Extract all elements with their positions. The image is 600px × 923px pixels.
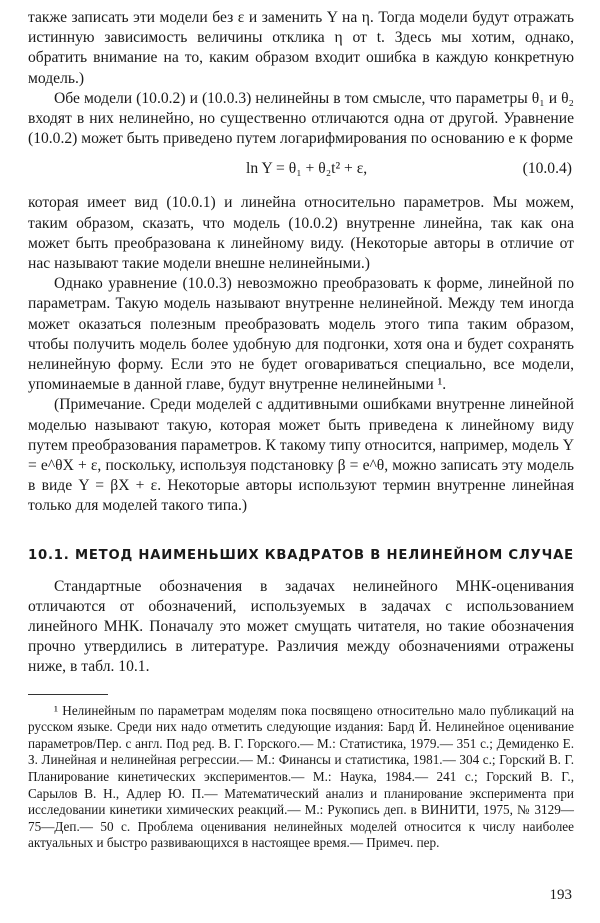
paragraph-4: Однако уравнение (10.0.3) невозможно преобразовать к форме, линейной по параметрам. Такую модель называют внутренне нелинейной. Между тем иногда может оказаться полезным преобразовать модель этого типа таким образом, чтобы получить модель более удобную для подгонки, хотя она и будет сохранять нелинейную форму. Если это не будет оговариваться специально, все модели, упоминаемые в данной главе, будут внутренне нелинейными ¹. [28,275,574,394]
paragraph-2: Обе модели (10.0.2) и (10.0.3) нелинейны в том смысле, что параметры θ₁ и θ₂ входят в них нелинейно, но существенно отличаются одна от другой. Уравнение (10.0.2) может быть приведено путем логарифмирования по основанию e к форме [28,89,574,148]
book-page [28,8,574,852]
paragraph-5: Стандартные обозначения в задачах нелинейного МНК-оценивания отличаются от обозначений, используемых в задачах с использованием линейного МНК. Поначалу это может смущать читателя, но такие обозначения прочно утвердились в литературе. Различия между обозначениями отражены ниже, в табл. 10.1. [28,577,574,676]
paragraph-note: (Примечание. Среди моделей с аддитивными ошибками внутренне линейной моделью называют такую, которая может быть приведена к линейному виду путем преобразования параметров. К такому типу относится, например, модель Y = e^θX + ε, поскольку, используя подстановку β = e^θ, можно записать эту модель в виде Y = βX + ε. Некоторые авторы используют термин внутренне линейная только для моделей такого типа.) [28,396,574,515]
equation-formula: ln Y = θ₁ + θ₂t² + ε, [246,160,368,178]
equation-row [28,155,574,185]
page-number: 193 [549,887,572,903]
footnote: ¹ Нелинейным по параметрам моделям пока посвящено относительно мало публикаций на русском языке. Среди них надо отметить следующие издания: Бард Й. Нелинейное оценивание параметров/Пер. с англ. Под ред. В. Г. Горского.— М.: Статистика, 1979.— 351 с.; Демиденко Е. З. Линейная и нелинейная регрессии.— М.: Финансы и статистика, 1981.— 304 с.; Горский В. Г. Планирование кинетических экспериментов.— М.: Наука, 1984.— 241 с.; Горский В. Г., Сарылов В. Н., Адлер Ю. П.— Математический анализ и планирование эксперимента при исследовании кинетики химических реакций.— М.: Рукопись деп. в ВИНИТИ, 1975, № 3129—75—Деп.— 50 с. Проблема оценивания нелинейных моделей относится к числу наиболее актуальных и быстро развивающихся в настоящее время.— Примеч. пер. [28,702,574,851]
footnote-divider [28,694,108,695]
paragraph-1: также записать эти модели без ε и заменить Y на η. Тогда модели будут отражать истинную зависимость величины отклика η от t. Здесь мы хотим, однако, обратить внимание на то, каким образом входит ошибка в каждую конкретную модель.) [28,9,574,87]
paragraph-3: которая имеет вид (10.0.1) и линейна относительно параметров. Мы можем, таким образом, сказать, что модель (10.0.2) внутренне линейна, так как она может быть преобразована к линейному виду. (Некоторые авторы в отличие от нас называют такие модели внешне нелинейными.) [28,194,574,273]
equation-number: (10.0.4) [522,160,572,178]
section-heading: 10.1. МЕТОД НАИМЕНЬШИХ КВАДРАТОВ В НЕЛИНЕЙНОМ СЛУЧАЕ [28,547,574,563]
